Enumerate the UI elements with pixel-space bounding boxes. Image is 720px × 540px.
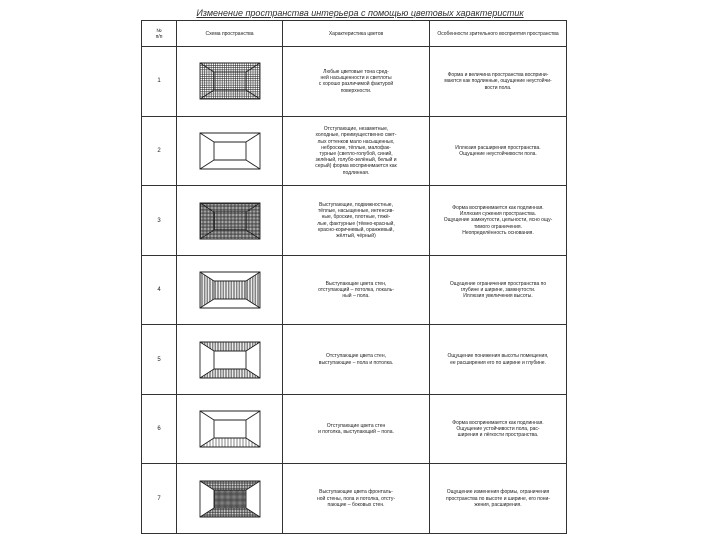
row-number: 1	[142, 47, 177, 117]
room-perspective-diagram	[198, 61, 262, 101]
row-characteristics: Любые цветовые тона сред- ней насыщенности и светлоты с хорошо различимой фактурой поверхности.	[283, 47, 430, 117]
row-characteristics: Выступающие, подвижностные, тёплые, насыщенные, интенсив- ные, броские, плотные, тяжё- лые, фактурные (тёмно-красный, красно-коричневый, оранжевый, жёлтый, чёрный)	[283, 186, 430, 256]
header-scheme: Схема пространства	[177, 21, 283, 47]
row-number: 6	[142, 394, 177, 464]
row-characteristics: Отступающие, незаметные, холодные, преимущественно свет- лых оттенков мало насыщенных, неброские, тёплые, малофак- турные (светло-голубой, синий, зелёный, голубо-зелёный, белый и серый) форма воспринимается как подлинная.	[283, 116, 430, 186]
row-features: Форма воспринимается как подлинная. Ощущение устойчивости пола, рас- ширения и лёгкости пространства.	[430, 394, 567, 464]
table-row	[142, 255, 567, 325]
row-characteristics: Выступающие цвета фронталь- ной стены, пола и потолка, отсту- пающие – боковых стен.	[283, 464, 430, 534]
row-scheme	[177, 186, 283, 256]
table-row	[142, 464, 567, 534]
row-scheme	[177, 47, 283, 117]
table-row	[142, 116, 567, 186]
row-characteristics: Выступающие цвета стен, отступающий – потолка, локаль- ный – пола.	[283, 255, 430, 325]
room-perspective-diagram	[198, 409, 262, 449]
room-perspective-diagram	[198, 270, 262, 310]
table-row	[142, 394, 567, 464]
row-scheme	[177, 464, 283, 534]
header-number: № п/п	[142, 21, 177, 47]
row-features: Ощущение ограничения пространства по глубине и ширине, замкнутости. Иллюзия увеличения высоты.	[430, 255, 567, 325]
row-features: Ощущение понижения высоты помещения, ее расширения его по ширине и глубине.	[430, 325, 567, 395]
row-number: 2	[142, 116, 177, 186]
row-features: Иллюзия расширения пространства. Ощущение неустойчивости пола.	[430, 116, 567, 186]
row-scheme	[177, 325, 283, 395]
table-row	[142, 325, 567, 395]
header-characteristics: Характеристика цветов	[283, 21, 430, 47]
row-features: Ощущение изменения формы, ограничения пространства по высоте и ширине, его пони- жения, расширения.	[430, 464, 567, 534]
row-features: Форма воспринимается как подлинная. Иллюзия сужения пространства. Ощущение замкнутости, цельности, ясно ощу- тимого ограничения. Неопределённость основания.	[430, 186, 567, 256]
color-space-table	[141, 20, 567, 534]
room-perspective-diagram	[198, 340, 262, 380]
table-row	[142, 47, 567, 117]
room-perspective-diagram	[198, 201, 262, 241]
row-scheme	[177, 255, 283, 325]
row-number: 5	[142, 325, 177, 395]
row-number: 7	[142, 464, 177, 534]
header-features: Особенности зрительного восприятия пространства	[430, 21, 567, 47]
row-features: Форма и величина пространства восприни- маются как подлинные, ощущение неустойчи- вости пола.	[430, 47, 567, 117]
table-row	[142, 186, 567, 256]
room-perspective-diagram	[198, 479, 262, 519]
table-header-row	[142, 21, 567, 47]
row-number: 3	[142, 186, 177, 256]
row-characteristics: Отступающие цвета стен, выступающие – пола и потолка.	[283, 325, 430, 395]
row-characteristics: Отступающие цвета стен и потолка, выступающий – пола.	[283, 394, 430, 464]
document-title: Изменение пространства интерьера с помощью цветовых характеристик	[196, 8, 524, 18]
row-scheme	[177, 116, 283, 186]
row-scheme	[177, 394, 283, 464]
row-number: 4	[142, 255, 177, 325]
room-perspective-diagram	[198, 131, 262, 171]
